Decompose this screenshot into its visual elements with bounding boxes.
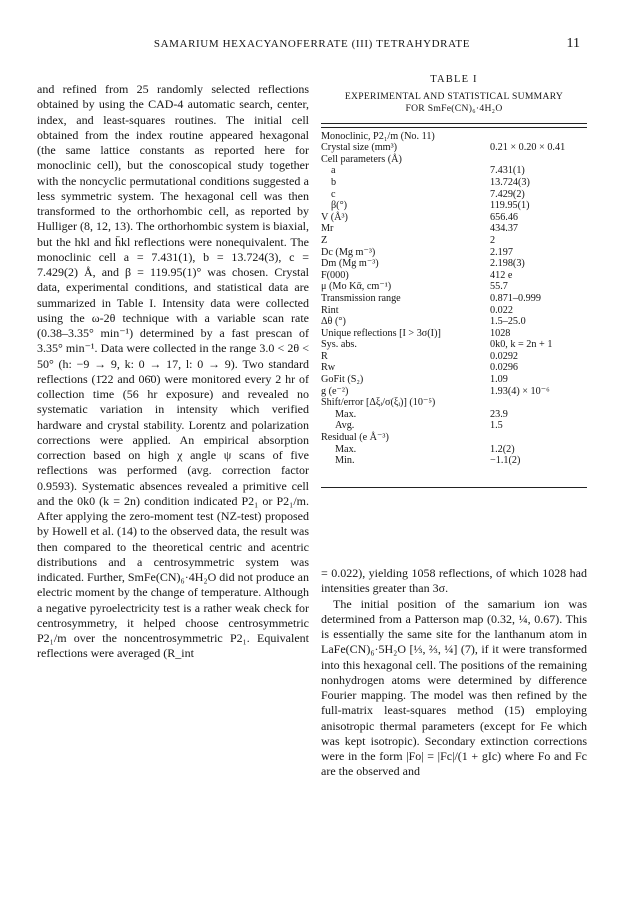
- row-value: 1.93(4) × 10⁻⁶: [490, 385, 550, 397]
- table-row: [321, 270, 587, 282]
- body-paragraph: = 0.022), yielding 1058 reflections, of which 1028 had intensities greater than 3σ.: [321, 566, 587, 596]
- row-value: 412 e: [490, 269, 513, 281]
- row-label: V (Å³): [321, 211, 348, 223]
- table-row: [321, 386, 587, 398]
- row-value: 434.37: [490, 223, 519, 235]
- row-value: 2.197: [490, 246, 513, 258]
- row-label: Mr: [321, 223, 334, 235]
- row-label: Max.: [335, 408, 357, 420]
- row-label: GoFit (S₂): [321, 374, 364, 386]
- table-row: [321, 316, 587, 328]
- table-row: [321, 247, 587, 259]
- row-label: Rw: [321, 362, 336, 374]
- table-row: [321, 293, 587, 305]
- table-row: [321, 142, 587, 154]
- row-value: 23.9: [490, 408, 508, 420]
- row-label: Max.: [335, 443, 357, 455]
- row-value: 1.09: [490, 374, 508, 386]
- row-value: [490, 154, 587, 166]
- row-value: 0.0296: [490, 362, 519, 374]
- row-value: 2: [490, 234, 496, 246]
- left-column: [37, 82, 309, 662]
- row-label: Min.: [335, 455, 355, 467]
- row-value: 55.7: [490, 281, 508, 293]
- row-label: Crystal size (mm³): [321, 142, 398, 154]
- table-row: [321, 189, 587, 201]
- row-label: Residual (e Å⁻³): [321, 432, 389, 444]
- table-row: [321, 200, 587, 212]
- table-row: [321, 409, 587, 421]
- row-label: Rint: [321, 304, 339, 316]
- row-value: 1.5–25.0: [490, 316, 526, 328]
- table-row: [321, 374, 587, 386]
- table-row: [321, 177, 587, 189]
- table-header-rule: [321, 127, 587, 128]
- row-label: g (e⁻²): [321, 385, 349, 397]
- row-label: Z: [321, 234, 328, 246]
- table-row: [321, 212, 587, 224]
- table-row: [321, 420, 587, 432]
- row-label: Avg.: [335, 420, 355, 432]
- table-row: [321, 339, 587, 351]
- row-value: 0.0292: [490, 350, 519, 362]
- row-value: 119.95(1): [490, 200, 530, 212]
- row-value: 0k0, k = 2n + 1: [490, 339, 553, 351]
- row-value: 0.21 × 0.20 × 0.41: [490, 142, 566, 154]
- row-value: [490, 432, 587, 444]
- table-1: [321, 74, 587, 488]
- row-label: Unique reflections [I > 3σ(I)]: [321, 327, 441, 339]
- row-value: 0.871–0.999: [490, 292, 541, 304]
- right-column: [321, 566, 587, 780]
- table-row: [321, 397, 587, 409]
- table-body: [321, 131, 587, 471]
- row-label: b: [331, 176, 337, 188]
- row-label: Shift/error [Δξᵢ/σ(ξᵢ)] (10⁻⁵): [321, 397, 436, 409]
- table-row: [321, 351, 587, 363]
- page-header: [0, 38, 624, 54]
- table-row: [321, 281, 587, 293]
- body-paragraph: The initial position of the samarium ion was determined from a Patterson map (0.32, ¼, 0.67). This is essentially the same site for the lanthanum atom in LaFe(CN)₆·5H₂O [⅓, ⅔, ¼] (7), if it were transformed into this hexagonal cell. The positions of the remaining nonhydrogen atoms were determined by difference Fourier mapping. The model was then refined by the full-matrix least-squares method (15) employing anisotropic thermal parameters (except for Fe which was kept isotropic). Secondary extinction corrections were in the form |Fo| = |Fc|/(1 + gIc) where Fo and Fc are the observed and: [321, 596, 587, 779]
- table-caption-line-2: FOR SmFe(CN)₆·4H₂O: [405, 102, 503, 114]
- row-value: 1.2(2): [490, 443, 515, 455]
- row-value: [490, 131, 587, 143]
- row-value: [490, 397, 587, 409]
- table-row: [321, 328, 587, 340]
- table-row: [321, 131, 587, 143]
- row-label: R: [321, 350, 328, 362]
- row-label: Dc (Mg m⁻³): [321, 246, 376, 258]
- table-caption-line-1: EXPERIMENTAL AND STATISTICAL SUMMARY: [344, 90, 564, 102]
- row-label: Monoclinic, P2₁/m (No. 11): [321, 130, 435, 142]
- row-value: 1.5: [490, 420, 503, 432]
- row-value: 7.429(2): [490, 188, 525, 200]
- row-label: F(000): [321, 269, 349, 281]
- row-label: β(°): [331, 200, 348, 212]
- row-value: 0.022: [490, 304, 513, 316]
- row-label: Δθ (°): [321, 316, 346, 328]
- table-row: [321, 305, 587, 317]
- running-head: SAMARIUM HEXACYANOFERRATE (III) TETRAHYDRATE: [153, 38, 471, 50]
- row-label: Dm (Mg m⁻³): [321, 258, 379, 270]
- page-number: 11: [566, 36, 580, 51]
- table-row: [321, 258, 587, 270]
- row-label: μ (Mo Kᾱ, cm⁻¹): [321, 281, 392, 293]
- row-value: 13.724(3): [490, 176, 530, 188]
- body-paragraph: and refined from 25 randomly selected reflections obtained by using the CAD-4 automatic search, center, index, and least-squares routines. The initial cell obtained from the index routine appeared hexagonal (the same lattice constants as reported here for monoclinic cell), but the conoscopical study together with the noncyclic permutational conditions suggested a less symmetric system. The hexagonal cell was then transformed to the orthorhombic cell, as reported by Hulliger (8, 12, 13). The orthorhombic system is biaxial, but the hkl and h̄kl reflections were nonequivalent. The monoclinic cell a = 7.431(1), b = 13.724(3), c = 7.429(2) Å, and β = 119.95(1)° was chosen. Crystal data, experimental conditions, and statistical data are summarized in Table I. Intensity data were collected using the ω-2θ technique with a variable scan rate (0.38–3.35° min⁻¹) determined by a fast prescan of 3.35° min⁻¹. Data were collected in the range 3.0 < 2θ < 50° (h: −9 → 9, k: 0 → 17, l: 0 → 9). Two standard reflections (1̄22 and 06̄0) were monitored every 2 hr of collection time (56 hr exposure) and revealed no systematic variation in intensity which verified hardware and crystal stability. Lorentz and polarization corrections were applied. An empirical absorption correction based on high χ angle ψ scans of five reflections was performed (avg. correction factor 0.9593). Systematic absences revealed a primitive cell and the 0k0 (k = 2n) condition indicated P2₁ or P2₁/m. After applying the zero-moment test (NZ-test) proposed by Howell et al. (14) to the observed data, the result was then compared to the theoretical centric and acentric distributions and a centrosymmetric system was indicated. Further, SmFe(CN)₆·4H₂O did not produce an electric moment by the change of temperature. Although a negative pyroelectricity test is a rather weak check for centrosymmetry, it helped choose centrosymmetric P2₁/m over the noncentrosymmetric P2₁. Equivalent reflections were averaged (R_int: [37, 82, 309, 661]
- table-row: [321, 165, 587, 177]
- table-label: TABLE I: [430, 74, 478, 85]
- row-label: c: [331, 188, 336, 200]
- row-value: 2.198(3): [490, 258, 525, 270]
- table-row: [321, 455, 587, 467]
- row-value: 656.46: [490, 211, 519, 223]
- table-row: [321, 432, 587, 444]
- table-top-rule: [321, 123, 587, 124]
- table-row: [321, 223, 587, 235]
- table-bottom-rule: [321, 487, 587, 488]
- row-value: 1028: [490, 327, 511, 339]
- row-value: 7.431(1): [490, 165, 525, 177]
- table-row: [321, 154, 587, 166]
- row-label: a: [331, 165, 336, 177]
- table-row: [321, 444, 587, 456]
- table-row: [321, 362, 587, 374]
- row-label: Sys. abs.: [321, 339, 357, 351]
- row-value: −1.1(2): [490, 455, 521, 467]
- row-label: Cell parameters (Å): [321, 153, 402, 165]
- row-label: Transmission range: [321, 292, 401, 304]
- table-row: [321, 235, 587, 247]
